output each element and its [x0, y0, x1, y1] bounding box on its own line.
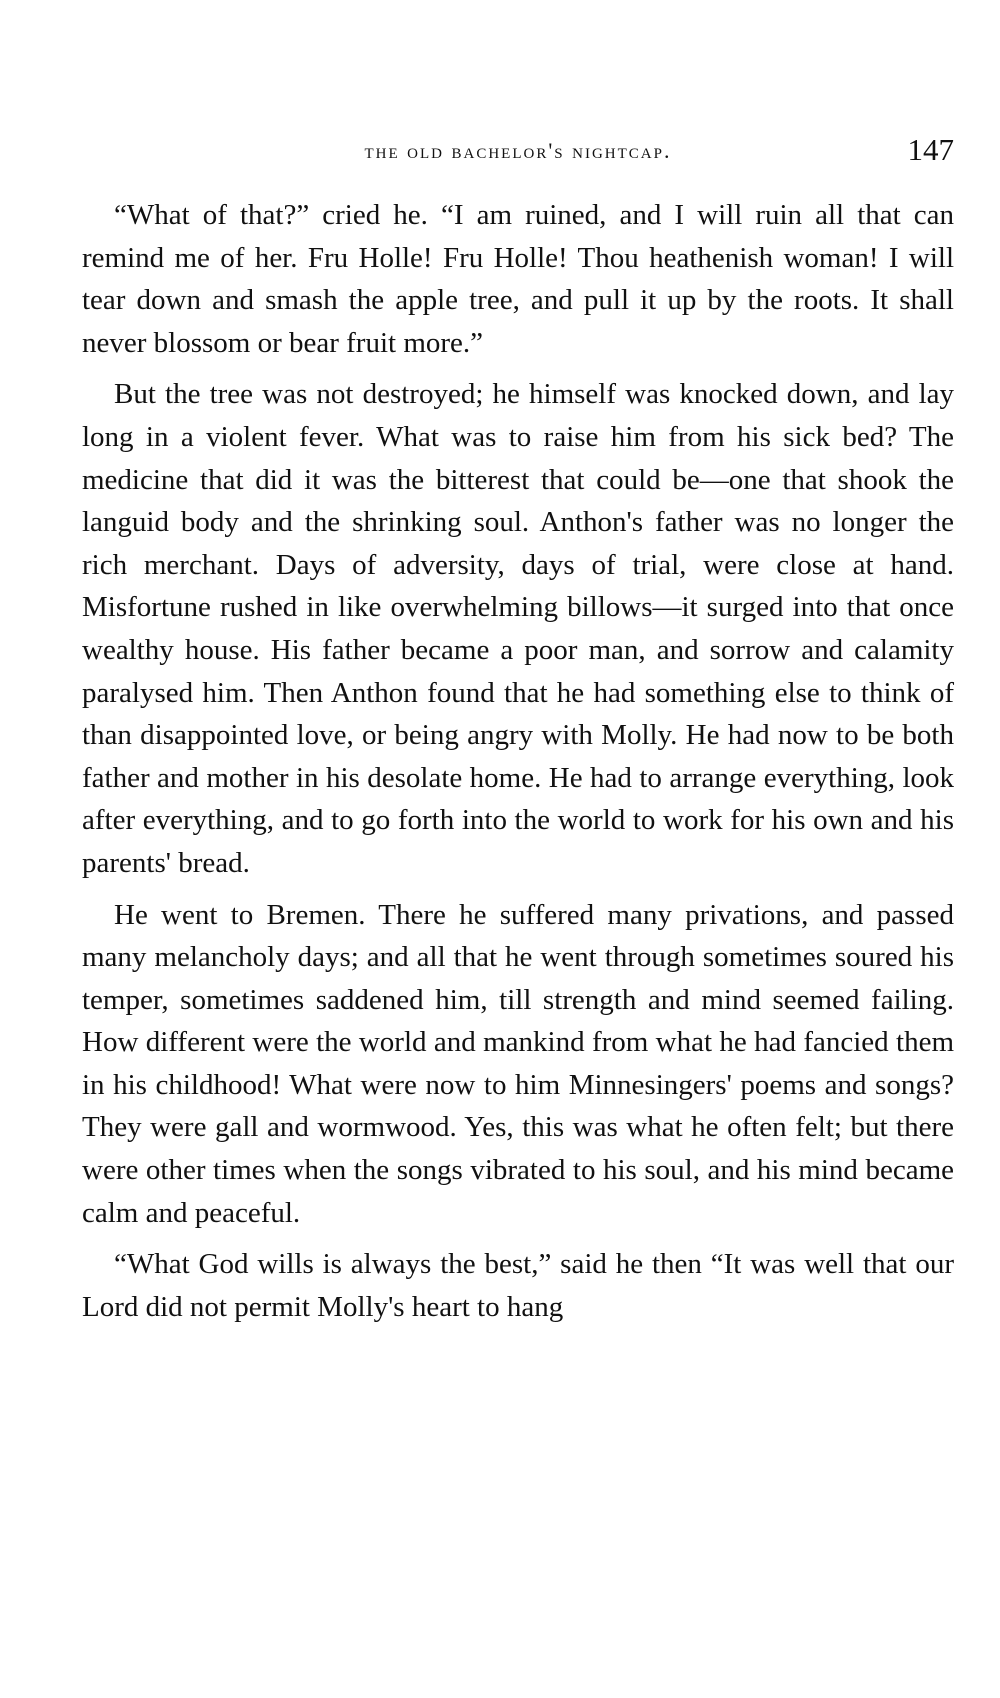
- running-title: the old bachelor's nightcap.: [364, 138, 672, 163]
- paragraph: “What of that?” cried he. “I am ruined, and I will ruin all that can remind me of her. Fru Holle! Fru Holle! Thou heathenish woman! I will tear down and smash the apple tree, and pull it up by the roots. It shall never blossom or bear fruit more.”: [82, 199, 954, 359]
- paragraph: “What God wills is always the best,” said he then “It was well that our Lord did not permit Molly's heart to hang: [82, 1248, 954, 1323]
- body-text: [82, 194, 954, 1337]
- paragraph: He went to Bremen. There he suffered many privations, and passed many melancholy days; and all that he went through sometimes soured his temper, sometimes saddened him, till strength and mind seemed failing. How different were the world and mankind from what he had fancied them in his childhood! What were now to him Minnesingers' poems and songs? They were gall and wormwood. Yes, this was what he often felt; but there were other times when the songs vibrated to his soul, and his mind became calm and peaceful.: [82, 898, 954, 1229]
- paragraph: But the tree was not destroyed; he himself was knocked down, and lay long in a violent fever. What was to raise him from his sick bed? The medicine that did it was the bitterest that could be—one that shook the languid body and the shrinking soul. Anthon's father was no longer the rich merchant. Days of adversity, days of trial, were close at hand. Misfortune rushed in like overwhelming billows—it surged into that once wealthy house. His father became a poor man, and sorrow and calamity paralysed him. Then Anthon found that he had something else to think of than disappointed love, or being angry with Molly. He had now to be both father and mother in his desolate home. He had to arrange everything, look after everything, and to go forth into the world to work for his own and his parents' bread.: [82, 378, 954, 879]
- running-head: [82, 132, 954, 172]
- page-number: 147: [907, 132, 954, 167]
